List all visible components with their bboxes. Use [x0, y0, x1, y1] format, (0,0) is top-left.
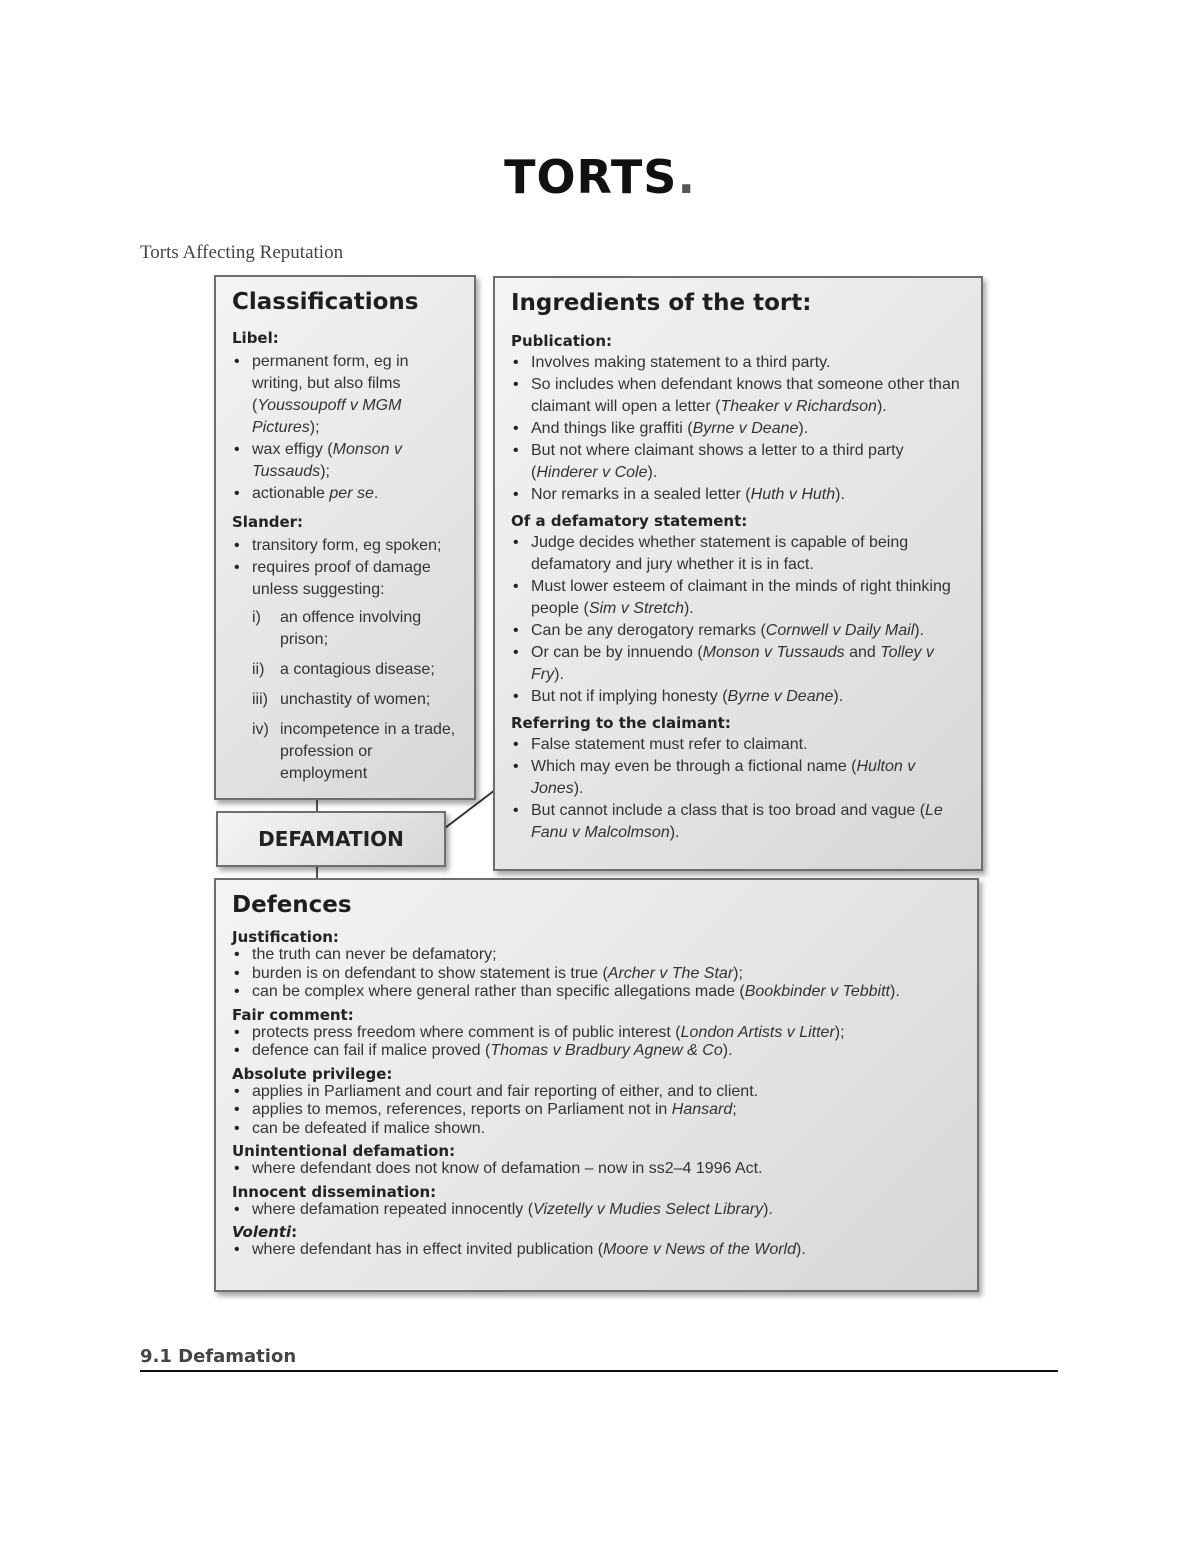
- libel-item: • actionable per se.: [232, 483, 460, 505]
- defences-section-heading: Fair comment:: [232, 1005, 354, 1024]
- ingredients-item: • Which may even be through a fictional name (Hulton v Jones).: [511, 756, 967, 800]
- defences-item: • burden is on defendant to show statement is true (Archer v The Star);: [232, 965, 963, 984]
- ingredients-section-list: [511, 532, 967, 708]
- ingredients-item: • Can be any derogatory remarks (Cornwell v Daily Mail).: [511, 620, 967, 642]
- defences-section-heading: Absolute privilege:: [232, 1064, 393, 1083]
- defences-section-heading: Unintentional defamation:: [232, 1142, 456, 1160]
- ingredients-item: • Involves making statement to a third party.: [511, 352, 967, 374]
- defences-item: • applies in Parliament and court and fair reporting of either, and to client.: [232, 1083, 963, 1102]
- defences-section-heading: Volenti:: [232, 1223, 298, 1241]
- slander-sublist: [252, 607, 460, 785]
- slander-subitem: [252, 689, 460, 711]
- defences-section-heading: Justification:: [232, 928, 339, 946]
- ingredients-section-list: [511, 734, 967, 844]
- subitem-text: unchastity of women;: [280, 691, 431, 708]
- defences-section-list: [232, 1024, 963, 1061]
- defences-section-list: [232, 1160, 963, 1179]
- ingredients-item: • Nor remarks in a sealed letter (Huth v Huth).: [511, 484, 967, 506]
- subitem-text: a contagious disease;: [280, 661, 435, 678]
- connector-class-defam: [316, 800, 318, 811]
- classifications-heading: Classifications: [232, 289, 419, 315]
- libel-list: [232, 351, 460, 505]
- subitem-number: iv): [252, 721, 269, 738]
- section-heading: 9.1 Defamation: [140, 1346, 1058, 1372]
- defences-box: [214, 878, 979, 1292]
- title-dot: .: [677, 150, 696, 204]
- title-text: TORTS: [504, 150, 678, 204]
- ingredients-section-heading: Referring to the claimant:: [511, 714, 731, 732]
- defamation-box: [216, 811, 446, 867]
- classifications-box: [214, 275, 476, 800]
- defences-section-list: [232, 1083, 963, 1139]
- defences-item: • defence can fail if malice proved (Thomas v Bradbury Agnew & Co).: [232, 1042, 963, 1061]
- ingredients-heading: Ingredients of the tort:: [511, 290, 812, 316]
- slander-subitem: [252, 659, 460, 681]
- defences-sections: [232, 928, 963, 1260]
- defences-section-list: [232, 946, 963, 1002]
- connector-defam-defences: [316, 867, 318, 878]
- subitem-text: an offence involving prison;: [280, 609, 422, 648]
- libel-heading: Libel:: [232, 329, 279, 347]
- subitem-number: ii): [252, 661, 265, 678]
- subitem-text: incompetence in a trade, profession or employment: [280, 721, 456, 782]
- page-subtitle: Torts Affecting Reputation: [140, 242, 344, 263]
- defences-item: • can be defeated if malice shown.: [232, 1120, 963, 1139]
- ingredients-item: • Or can be by innuendo (Monson v Tussauds and Tolley v Fry).: [511, 642, 967, 686]
- defences-section-list: [232, 1201, 963, 1220]
- defences-heading: Defences: [232, 892, 352, 918]
- defences-item: • protects press freedom where comment is of public interest (London Artists v Litter);: [232, 1024, 963, 1043]
- slander-item: • requires proof of damage unless suggesting:: [232, 557, 460, 601]
- ingredients-item: • Judge decides whether statement is capable of being defamatory and jury whether it is in fact.: [511, 532, 967, 576]
- defences-item: • can be complex where general rather than specific allegations made (Bookbinder v Tebbitt).: [232, 983, 963, 1002]
- defences-item: • where defendant has in effect invited publication (Moore v News of the World).: [232, 1241, 963, 1260]
- libel-item: • wax effigy (Monson v Tussauds);: [232, 439, 460, 483]
- subitem-number: i): [252, 609, 261, 626]
- slander-heading: Slander:: [232, 513, 304, 531]
- defences-item: • the truth can never be defamatory;: [232, 946, 963, 965]
- slander-item: • transitory form, eg spoken;: [232, 535, 460, 557]
- ingredients-item: • But not if implying honesty (Byrne v Deane).: [511, 686, 967, 708]
- ingredients-item: • But cannot include a class that is too broad and vague (Le Fanu v Malcolmson).: [511, 800, 967, 844]
- ingredients-sections: [511, 332, 967, 844]
- page-title: [0, 150, 1200, 204]
- libel-item: • permanent form, eg in writing, but also films (Youssoupoff v MGM Pictures);: [232, 351, 460, 439]
- ingredients-section-heading: Publication:: [511, 332, 613, 350]
- slander-subitem: [252, 607, 460, 651]
- ingredients-item: • And things like graffiti (Byrne v Deane).: [511, 418, 967, 440]
- ingredients-item: • But not where claimant shows a letter to a third party (Hinderer v Cole).: [511, 440, 967, 484]
- slander-subitem: [252, 719, 460, 785]
- ingredients-box: [493, 276, 983, 871]
- defamation-label: DEFAMATION: [258, 827, 404, 851]
- ingredients-item: • So includes when defendant knows that someone other than claimant will open a letter (Theaker v Richardson).: [511, 374, 967, 418]
- slander-list: [232, 535, 460, 601]
- defences-section-heading: Innocent dissemination:: [232, 1182, 437, 1201]
- ingredients-item: • False statement must refer to claimant.: [511, 734, 967, 756]
- ingredients-section-list: [511, 352, 967, 506]
- defences-item: • where defendant does not know of defamation – now in ss2–4 1996 Act.: [232, 1160, 963, 1179]
- defences-item: • applies to memos, references, reports on Parliament not in Hansard;: [232, 1101, 963, 1120]
- defences-item: • where defamation repeated innocently (Vizetelly v Mudies Select Library).: [232, 1201, 963, 1220]
- ingredients-section-heading: Of a defamatory statement:: [511, 512, 748, 530]
- ingredients-item: • Must lower esteem of claimant in the minds of right thinking people (Sim v Stretch).: [511, 576, 967, 620]
- subitem-number: iii): [252, 691, 268, 708]
- defences-section-list: [232, 1241, 963, 1260]
